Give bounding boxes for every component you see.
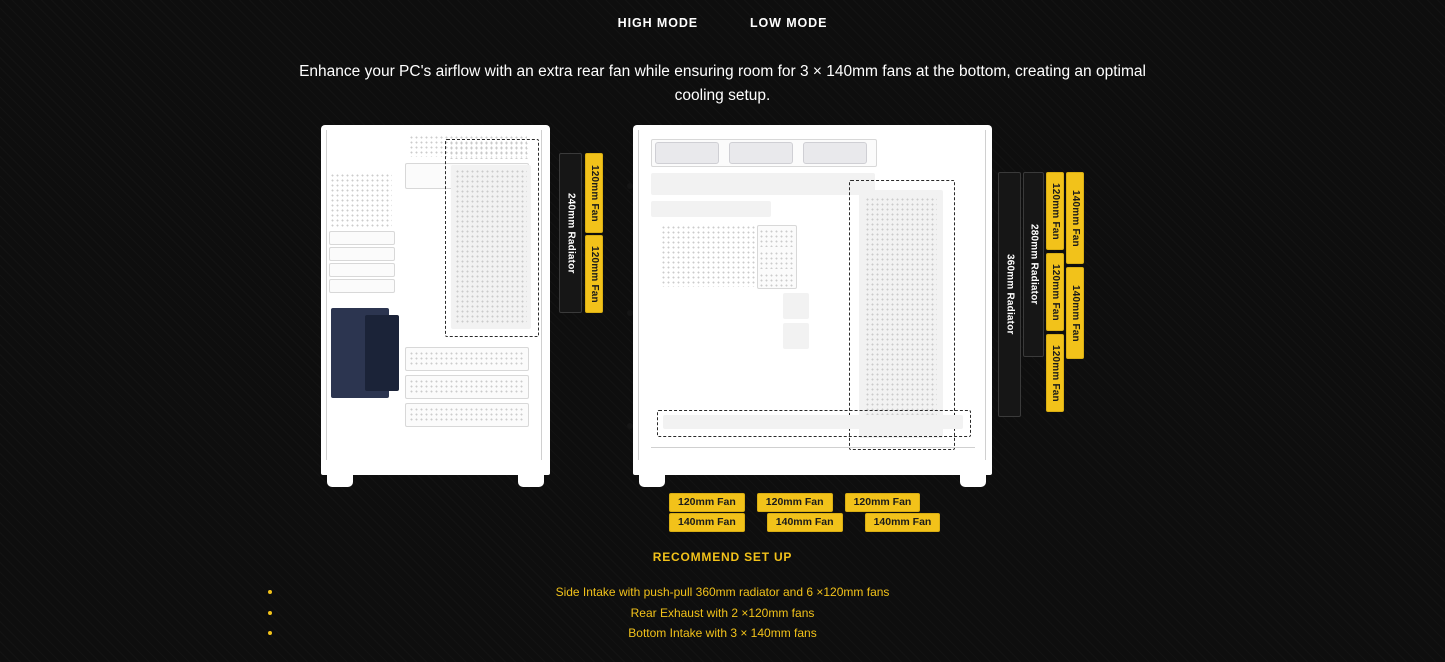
tab-high-mode[interactable]: HIGH MODE xyxy=(617,16,698,30)
chip-140mm-fan-2: 140mm Fan xyxy=(767,513,843,532)
bullet-icon xyxy=(268,611,272,615)
recommend-setup-title: RECOMMEND SET UP xyxy=(652,550,793,564)
mid-fan-1 xyxy=(783,293,809,319)
panel-left-d xyxy=(329,279,395,293)
list-item xyxy=(0,582,1445,603)
label-360mm-radiator: 360mm Radiator xyxy=(998,172,1021,417)
label-right-140mm-fan-2: 140mm Fan xyxy=(1066,267,1084,359)
drive-cage-dots-3 xyxy=(759,273,793,287)
case-right-foot-right xyxy=(960,473,986,487)
top-fan-slot-3 xyxy=(803,142,867,164)
mid-fan-2 xyxy=(783,323,809,349)
label-right-140mm-fan-1: 140mm Fan xyxy=(1066,172,1084,264)
top-fan-slot-1 xyxy=(655,142,719,164)
label-right-120mm-fan-1: 120mm Fan xyxy=(1046,172,1064,250)
bottom-frame-line xyxy=(651,447,975,448)
chip-row-120mm xyxy=(669,493,920,512)
radiator-mesh-left xyxy=(455,169,527,325)
chip-140mm-fan-3: 140mm Fan xyxy=(865,513,941,532)
upper-shelf xyxy=(651,173,875,195)
side-radiator-mesh xyxy=(865,197,937,429)
case-right-interior-view xyxy=(633,125,992,475)
case-rail-left xyxy=(326,130,327,460)
case-right-foot-left xyxy=(639,473,665,487)
chip-row-140mm xyxy=(669,513,940,532)
panel-left-c xyxy=(329,263,395,277)
io-shelf xyxy=(651,201,771,217)
top-fan-slot-2 xyxy=(729,142,793,164)
connector-dot-3 xyxy=(627,423,633,429)
case-right-rail-right xyxy=(985,130,986,460)
chip-120mm-fan-1: 120mm Fan xyxy=(669,493,745,512)
list-item xyxy=(0,623,1445,644)
mb-tray-vent-dots xyxy=(661,225,763,287)
cooling-diagram xyxy=(0,120,1445,490)
recommend-item-text: Bottom Intake with 3 × 140mm fans xyxy=(628,626,817,640)
case-right-rail-left xyxy=(638,130,639,460)
bullet-icon xyxy=(268,631,272,635)
chip-120mm-fan-3: 120mm Fan xyxy=(845,493,921,512)
label-280mm-radiator: 280mm Radiator xyxy=(1023,172,1044,357)
case-foot-left xyxy=(327,473,353,487)
recommend-item-text: Side Intake with push-pull 360mm radiator and 6 ×120mm fans xyxy=(555,585,890,599)
chip-120mm-fan-2: 120mm Fan xyxy=(757,493,833,512)
vent-dots-lower-1 xyxy=(409,351,523,365)
drive-cage-dots-2 xyxy=(759,251,793,269)
case-rail-right xyxy=(541,130,542,460)
recommend-setup-list xyxy=(0,582,1445,644)
bullet-icon xyxy=(268,590,272,594)
label-240mm-radiator: 240mm Radiator xyxy=(559,153,582,313)
vent-dots-top-left xyxy=(330,173,392,227)
label-left-120mm-fan-2: 120mm Fan xyxy=(585,235,603,313)
drive-cage-dots-1 xyxy=(759,229,793,247)
case-left-side-view xyxy=(321,125,550,475)
recommend-item-text: Rear Exhaust with 2 ×120mm fans xyxy=(630,605,815,620)
connector-dot-1 xyxy=(627,183,633,189)
connector-dot-2 xyxy=(627,310,633,316)
chip-140mm-fan-1: 140mm Fan xyxy=(669,513,745,532)
mode-tabs xyxy=(0,14,1445,32)
fan-shroud xyxy=(365,315,399,391)
vent-dots-lower-3 xyxy=(409,407,523,421)
case-foot-right xyxy=(518,473,544,487)
bottom-intake-body xyxy=(663,415,963,429)
label-right-120mm-fan-2: 120mm Fan xyxy=(1046,253,1064,331)
mode-description: Enhance your PC's airflow with an extra rear fan while ensuring room for 3 × 140mm fans at the bottom, creating an optimal cooling setup. xyxy=(299,63,1146,105)
vent-dots-lower-2 xyxy=(409,379,523,393)
label-left-120mm-fan-1: 120mm Fan xyxy=(585,153,603,233)
tab-low-mode[interactable]: LOW MODE xyxy=(749,16,828,30)
list-item xyxy=(0,603,1445,624)
panel-left-a xyxy=(329,231,395,245)
panel-left-b xyxy=(329,247,395,261)
label-right-120mm-fan-3: 120mm Fan xyxy=(1046,334,1064,412)
